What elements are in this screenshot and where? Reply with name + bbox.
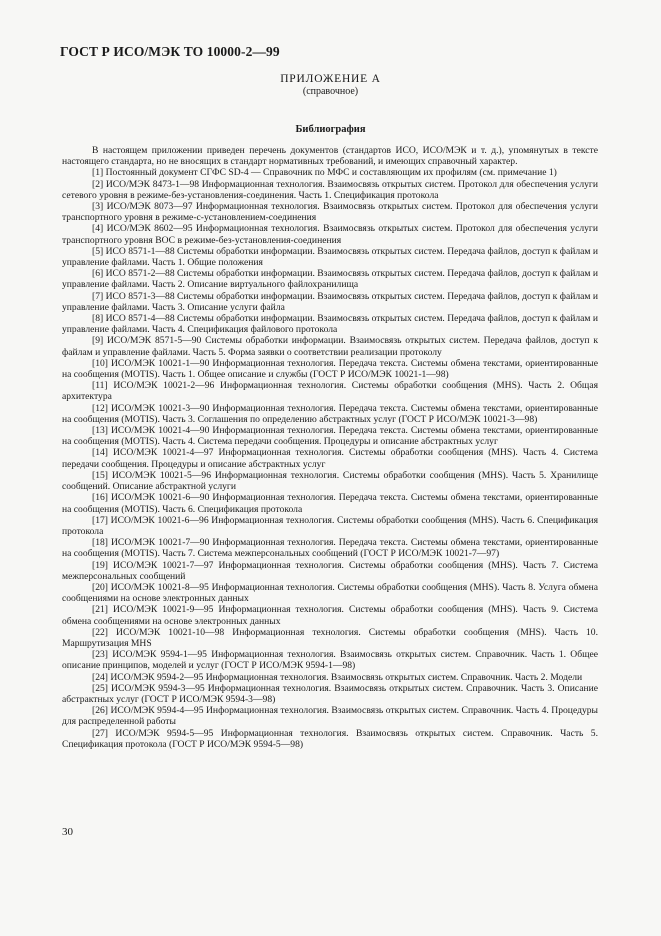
reference-item: [23] ИСО/МЭК 9594-1—95 Информационная технология. Взаимосвязь открытых систем. Справочник. Часть 1. Общее описание принципов, моделей и услуг (ГОСТ Р ИСО/МЭК 9594-1—98) (62, 649, 598, 672)
reference-item: [12] ИСО/МЭК 10021-3—90 Информационная технология. Передача текста. Системы обмена текстами, ориентированные на сообщения (MOTIS). Часть 3. Соглашения по определению абстрактных услуг (ГОСТ Р ИСО/МЭК 10021-3—98) (62, 402, 598, 425)
reference-item: [22] ИСО/МЭК 10021-10—98 Информационная технология. Системы обработки сообщения (MHS). Часть 10. Маршрутизация MHS (62, 626, 598, 649)
appendix-title: ПРИЛОЖЕНИЕ А (280, 73, 381, 85)
reference-item: [19] ИСО/МЭК 10021-7—97 Информационная технология. Системы обработки сообщения (MHS). Часть 7. Система межперсональных сообщений (62, 559, 598, 582)
reference-item: [15] ИСО/МЭК 10021-5—96 Информационная технология. Системы обработки сообщения (MHS). Часть 5. Хранилище сообщений. Описание абстрактной услуги (62, 469, 598, 493)
reference-item: [3] ИСО/МЭК 8073—97 Информационная технология. Взаимосвязь открытых систем. Протокол для обеспечения услуги транспортного уровня в режиме-с-установлением-соединения (62, 201, 598, 224)
page-number: 30 (62, 826, 73, 838)
appendix-subtitle: (справочное) (302, 86, 359, 97)
reference-item: [24] ИСО/МЭК 9594-2—95 Информационная технология. Взаимосвязь открытых систем. Справочник. Часть 2. Модели (92, 671, 583, 683)
reference-item: [26] ИСО/МЭК 9594-4—95 Информационная технология. Взаимосвязь открытых систем. Справочник. Часть 4. Процедуры для распределенной работы (62, 705, 598, 728)
reference-item: [1] Постоянный документ СГФС SD-4 — Справочник по МФС и составляющим их профилям (см. примечание 1) (92, 167, 557, 179)
reference-item: [8] ИСО 8571-4—88 Системы обработки информации. Взаимосвязь открытых систем. Передача файлов, доступ к файлам и управление файлами. Часть 4. Спецификация файлового протокола (62, 313, 598, 336)
reference-item: [10] ИСО/МЭК 10021-1—90 Информационная технология. Передача текста. Системы обмена текстами, ориентированные на сообщения (MOTIS). Часть 1. Общее описание и службы (ГОСТ Р ИСО/МЭК 10021-1—98) (62, 357, 598, 381)
reference-item: [21] ИСО/МЭК 10021-9—95 Информационная технология. Системы обработки сообщения (MHS). Часть 9. Система обмена сообщениями на основе электронных данных (62, 604, 598, 627)
reference-item: [14] ИСО/МЭК 10021-4—97 Информационная технология. Системы обработки сообщения (MHS). Часть 4. Система передачи сообщения. Процедуры и описание абстрактных услуг (62, 447, 598, 470)
reference-item: [9] ИСО/МЭК 8571-5—90 Системы обработки информации. Взаимосвязь открытых систем. Передача файлов, доступ к файлам и управление файлами. Часть 5. Форма заявки о соответствии реализации протоколу (62, 335, 598, 358)
reference-item: [11] ИСО/МЭК 10021-2—96 Информационная технология. Системы обработки сообщения (MHS). Часть 2. Общая архитектура (62, 380, 598, 403)
reference-item: [17] ИСО/МЭК 10021-6—96 Информационная технология. Системы обработки сообщения (MHS). Часть 6. Спецификация протокола (62, 514, 598, 537)
reference-item: [5] ИСО 8571-1—88 Системы обработки информации. Взаимосвязь открытых систем. Передача файлов, доступ к файлам и управление файлами. Часть 1. Общие положения (62, 245, 598, 269)
reference-item: [6] ИСО 8571-2—88 Системы обработки информации. Взаимосвязь открытых систем. Передача файлов, доступ к файлам и управление файлами. Часть 2. Описание виртуального файлохранилища (62, 268, 598, 291)
reference-item: [25] ИСО/МЭК 9594-3—95 Информационная технология. Взаимосвязь открытых систем. Справочник. Часть 3. Описание абстрактных услуг (ГОСТ Р ИСО/МЭК 9594-3—98) (62, 682, 598, 705)
bibliography-body (62, 145, 598, 750)
reference-item: [4] ИСО/МЭК 8602—95 Информационная технология. Взаимосвязь открытых систем. Протокол для обеспечения услуги транспортного уровня ВОС в режиме-без-установления-соединения (62, 223, 598, 246)
reference-item: [20] ИСО/МЭК 10021-8—95 Информационная технология. Системы обработки сообщения (MHS). Часть 8. Услуга обмена сообщениями на основе электронных данных (62, 581, 598, 605)
document-header: ГОСТ Р ИСО/МЭК ТО 10000-2—99 (60, 44, 280, 59)
bibliography-title: Библиография (295, 124, 366, 135)
reference-item: [16] ИСО/МЭК 10021-6—90 Информационная технология. Передача текста. Системы обмена текстами, ориентированные на сообщения (MOTIS). Часть 6. Спецификация протокола (62, 492, 598, 515)
reference-item: [27] ИСО/МЭК 9594-5—95 Информационная технология. Взаимосвязь открытых систем. Справочник. Часть 5. Спецификация протокола (ГОСТ Р ИСО/МЭК 9594-5—98) (62, 727, 598, 750)
reference-item: [2] ИСО/МЭК 8473-1—98 Информационная технология. Взаимосвязь открытых систем. Протокол для обеспечения услуги сетевого уровня в режиме-без-установления-соединения. Часть 1. Спецификация протокола (62, 178, 598, 201)
reference-item: [18] ИСО/МЭК 10021-7—90 Информационная технология. Передача текста. Системы обмена текстами, ориентированные на сообщения (MOTIS). Часть 7. Система межперсональных сообщений (ГОСТ Р ИСО/МЭК 10021-7—97) (62, 537, 598, 560)
reference-item: [7] ИСО 8571-3—88 Системы обработки информации. Взаимосвязь открытых систем. Передача файлов, доступ к файлам и управление файлами. Часть 3. Описание услуги файла (62, 290, 598, 313)
reference-item: [13] ИСО/МЭК 10021-4—90 Информационная технология. Передача текста. Системы обмена текстами, ориентированные на сообщения (MOTIS). Часть 4. Система передачи сообщения. Процедуры и описание абстрактных услуг (62, 425, 598, 448)
intro-paragraph: В настоящем приложении приведен перечень документов (стандартов ИСО, ИСО/МЭК и т. д.), упомянутых в тексте настоящего стандарта, но не вносящих в стандарт нормативных требований, и имеющих справочный характер. (62, 145, 598, 168)
